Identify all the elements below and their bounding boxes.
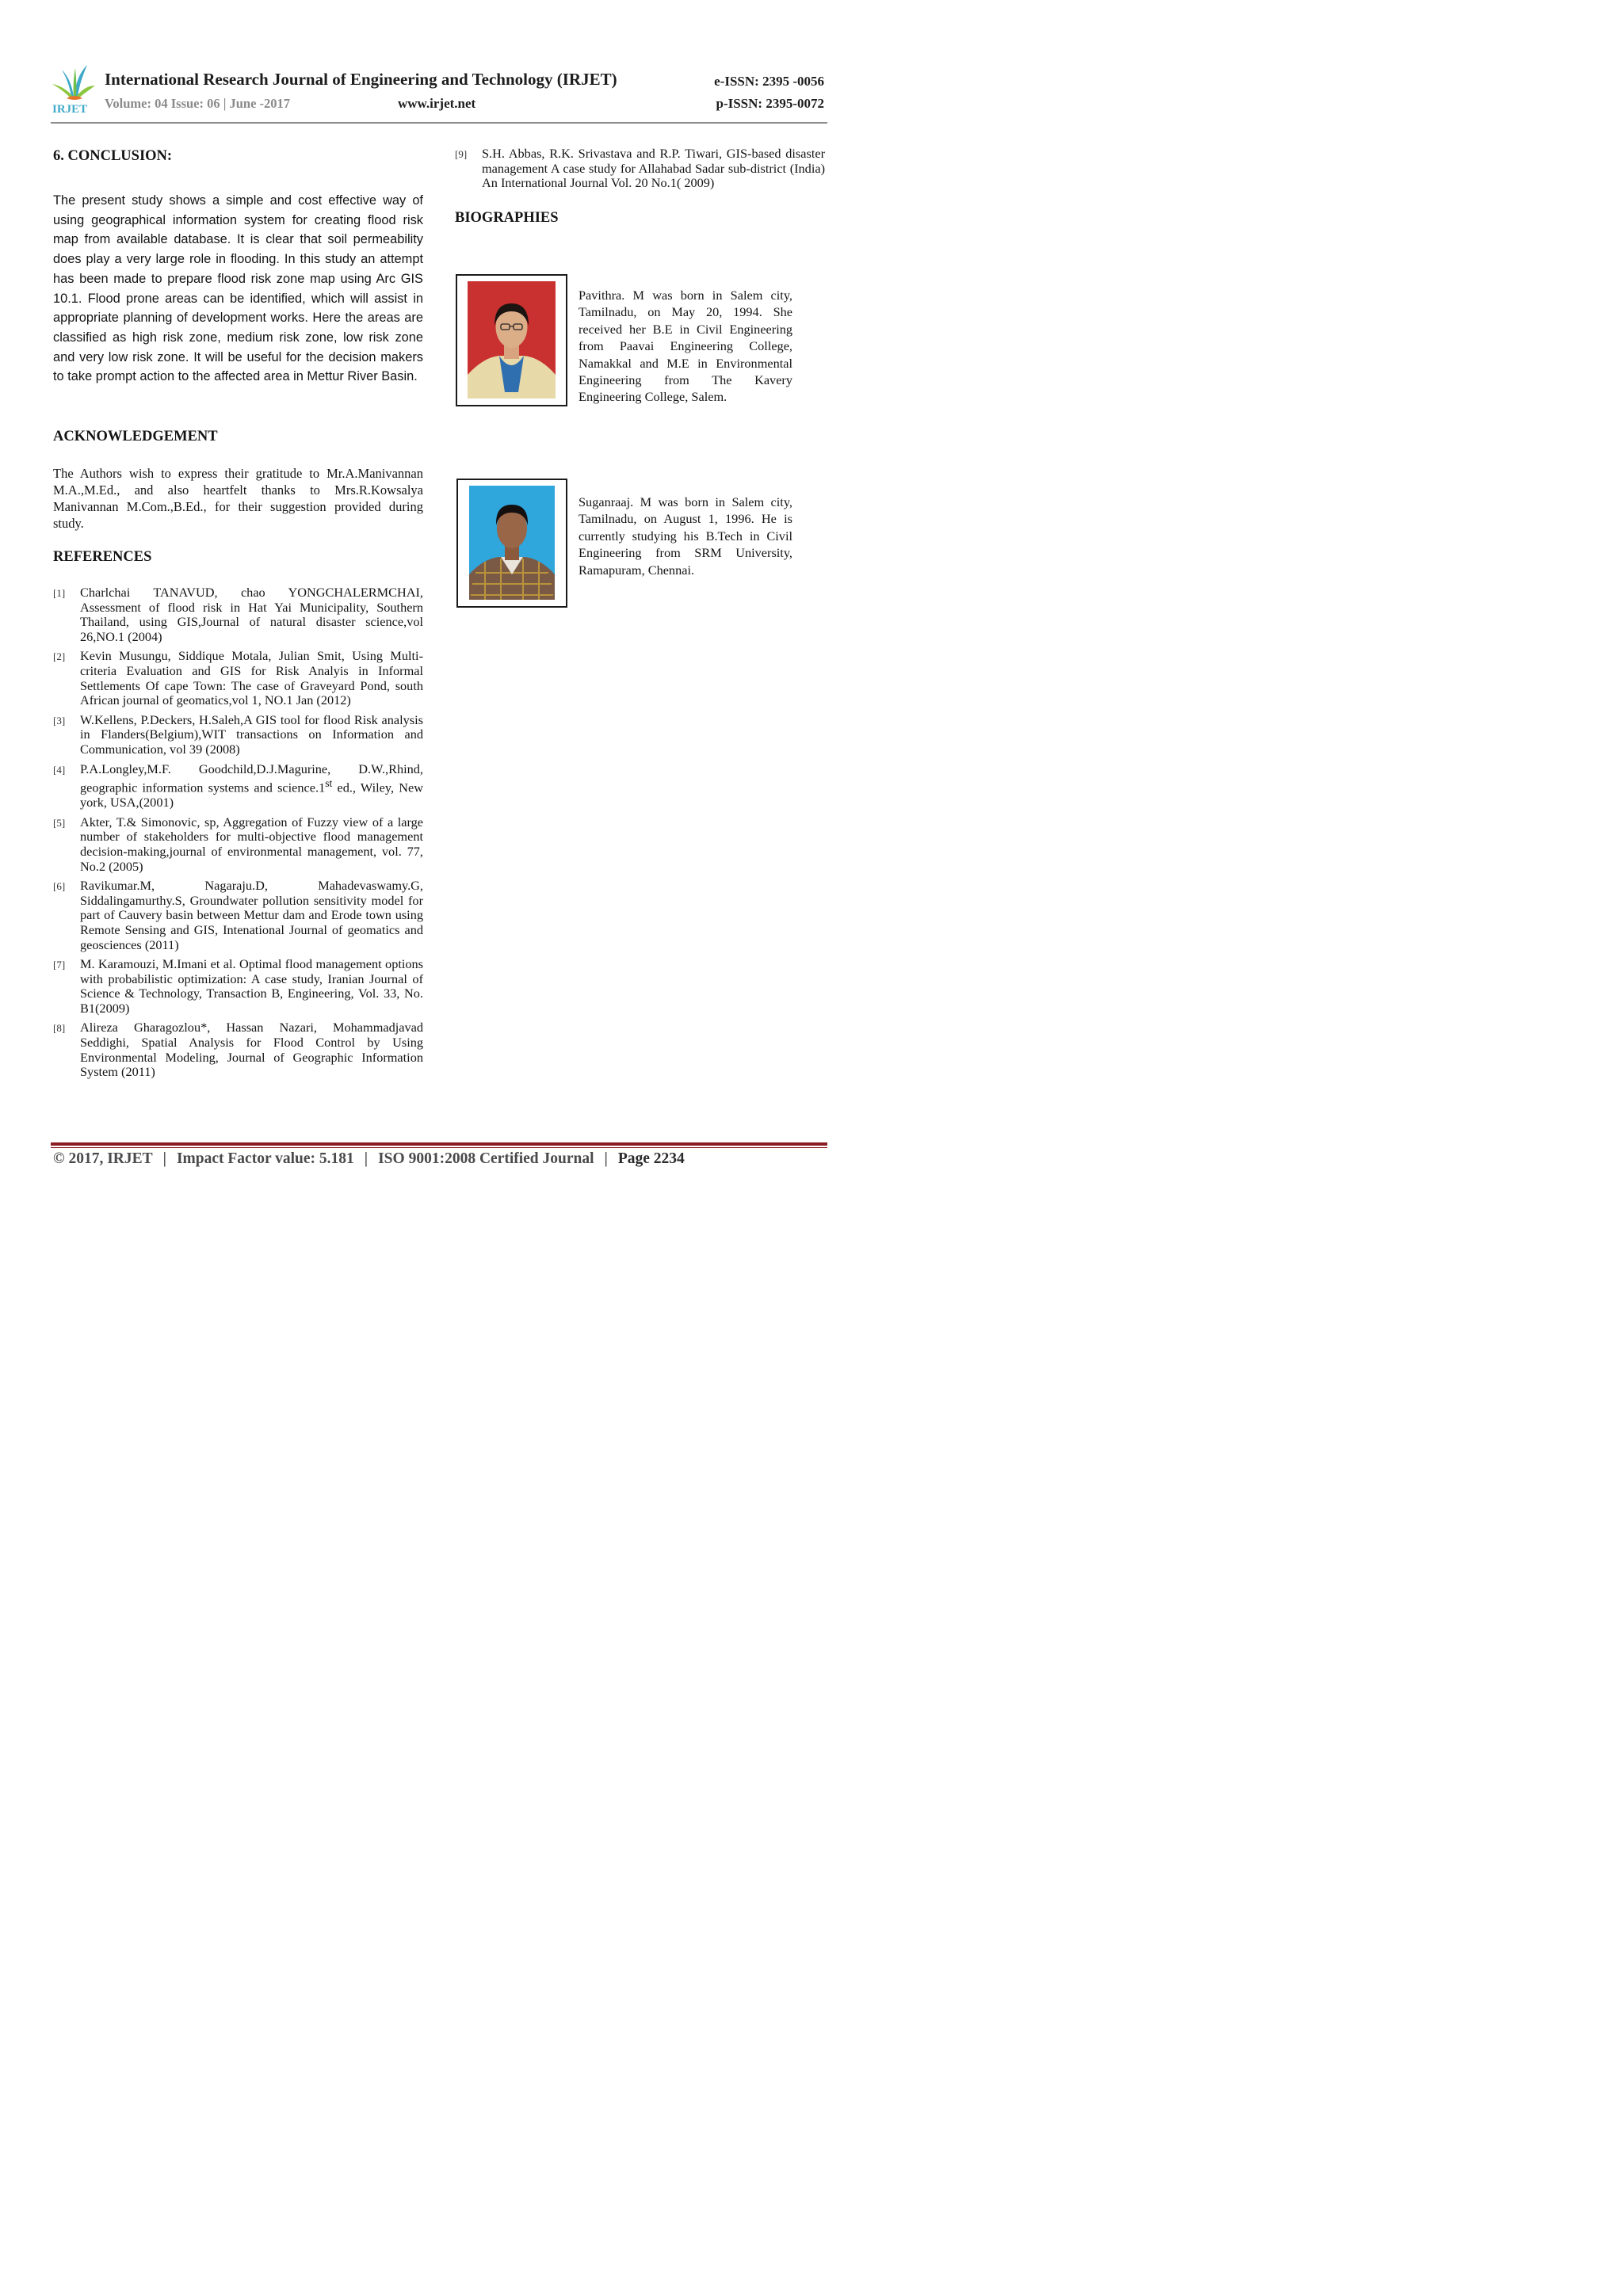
acknowledgement-heading: ACKNOWLEDGEMENT [53,429,218,445]
conclusion-heading: 6. CONCLUSION: [53,148,173,164]
author-portrait-icon [468,281,556,399]
biography-suganraaj: Suganraaj. M was born in Salem city, Tamilnadu, on August 1, 1996. He is currently studying his B.Tech in Civil Engineering from SRM University, Ramapuram, Chennai. [579,494,792,578]
reference-number: [3] [53,714,66,727]
reference-text: P.A.Longley,M.F. Goodchild,D.J.Magurine, D.W.,Rhind, geographic information systems and science.1 [80,761,423,795]
footer-separator: | [364,1150,369,1167]
svg-text:IRJET: IRJET [52,103,88,116]
author-photo-frame [456,479,567,608]
reference-number: [5] [53,816,66,829]
irjet-logo [51,62,97,116]
reference-text: Alireza Gharagozlou*, Hassan Nazari, Mohammadjavad Seddighi, Spatial Analysis for Flood Control by Using Environmental Modeling, Journal of Geographic Information System (2011) [80,1020,423,1080]
reference-list [53,585,423,1080]
reference-text: Kevin Musungu, Siddique Motala, Julian Smit, Using Multi-criteria Evaluation and GIS for Risk Analyis in Informal Settlements Of cape Town: The case of Graveyard Pond, south African journal of geomatics,vol 1, NO.1 Jan (2012) [80,648,423,708]
page-footer [53,1150,685,1168]
reference-text: M. Karamouzi, M.Imani et al. Optimal flood management options with probabilistic optimization: A case study, Iranian Journal of Science & Technology, Transaction B, Engineering, Vol. 33, No. B1(2009) [80,956,423,1016]
references-heading: REFERENCES [53,549,152,566]
author-photo-pavithra [468,281,556,399]
header-divider [51,122,827,124]
biographies-heading: BIOGRAPHIES [455,209,559,226]
reference-item [53,713,423,757]
reference-item [53,1020,423,1079]
biography-pavithra: Pavithra. M was born in Salem city, Tamilnadu, on May 20, 1994. She received her B.E in Civil Engineering from Paavai Engineering College, Namakkal and M.E in Environmental Engineering from The Kavery Engineering College, Salem. [579,288,792,405]
reference-number: [9] [455,148,468,160]
reference-number: [1] [53,587,66,600]
reference-text: Akter, T.& Simonovic, sp, Aggregation of Fuzzy view of a large number of stakeholders for multi-objective flood management decision-making,journal of environmental management, vol. 77, No.2 (2005) [80,814,423,874]
footer-separator: | [162,1150,166,1167]
reference-item [53,879,423,952]
reference-item [455,147,825,191]
volume-issue: Volume: 04 Issue: 06 | June -2017 [105,96,291,111]
author-portrait-icon [469,486,555,600]
reference-text-continued: ed., Wiley, New york, USA,(2001) [80,780,423,810]
reference-superscript: st [325,777,333,790]
page-header [51,62,827,125]
reference-number: [7] [53,959,66,971]
eissn: e-ISSN: 2395 -0056 [714,74,824,89]
reference-number: [8] [53,1022,66,1035]
reference-text: Charlchai TANAVUD, chao YONGCHALERMCHAI, Assessment of flood risk in Hat Yai Municipality, Southern Thailand, using GIS,Journal of natural disaster science,vol 26,NO.1 (2004) [80,585,423,644]
reference-item [53,957,423,1016]
reference-item [53,585,423,644]
reference-number: [6] [53,880,66,893]
reference-text: S.H. Abbas, R.K. Srivastava and R.P. Tiwari, GIS-based disaster management A case study for Allahabad Sadar sub-district (India) An International Journal Vol. 20 No.1( 2009) [482,146,825,191]
reference-item [53,649,423,707]
journal-title: International Research Journal of Engineering and Technology (IRJET) [105,70,617,89]
footer-page-number: Page 2234 [617,1150,685,1167]
left-column [53,146,423,1085]
pissn: p-ISSN: 2395-0072 [716,96,824,111]
reference-item [53,762,423,810]
reference-text: W.Kellens, P.Deckers, H.Saleh,A GIS tool for flood Risk analysis in Flanders(Belgium),WIT transactions on Information and Communication, vol 39 (2008) [80,711,423,757]
footer-iso-certification: ISO 9001:2008 Certified Journal [378,1150,594,1167]
footer-copyright: © 2017, IRJET [53,1150,153,1167]
reference-number: [4] [53,763,66,776]
footer-separator: | [604,1150,608,1167]
footer-divider-thin [51,1147,827,1148]
irjet-logo-icon [51,62,97,116]
author-photo-frame [456,274,567,406]
footer-impact-factor: Impact Factor value: 5.181 [176,1150,354,1167]
reference-number: [2] [53,650,66,663]
right-column [455,146,825,227]
reference-item [53,815,423,874]
journal-website-link[interactable]: www.irjet.net [398,96,476,111]
acknowledgement-body: The Authors wish to express their gratitude to Mr.A.Manivannan M.A.,M.Ed., and also heartfelt thanks to Mrs.R.Kowsalya Manivannan M.Com.,B.Ed., for their suggestion provided during study. [53,466,423,532]
conclusion-body: The present study shows a simple and cost effective way of using geographical information system for creating flood risk map from available database. It is clear that soil permeability does play a very large role in flooding. In this study an attempt has been made to prepare flood risk zone map using Arc GIS 10.1. Flood prone areas can be identified, which will assist in appropriate planning of development works. Here the areas are classified as high risk zone, medium risk zone, low risk zone and very low risk zone. It will be useful for the decision makers to take prompt action to the affected area in Mettur River Basin. [53,193,423,384]
author-photo-suganraaj [469,486,555,600]
reference-text: Ravikumar.M, Nagaraju.D, Mahadevaswamy.G, Siddalingamurthy.S, Groundwater pollution sensitivity model for part of Cauvery basin between Mettur dam and Erode town using Remote Sensing and GIS, Intenational Journal of geomatics and geosciences (2011) [80,878,423,952]
footer-divider-thick [51,1142,827,1146]
